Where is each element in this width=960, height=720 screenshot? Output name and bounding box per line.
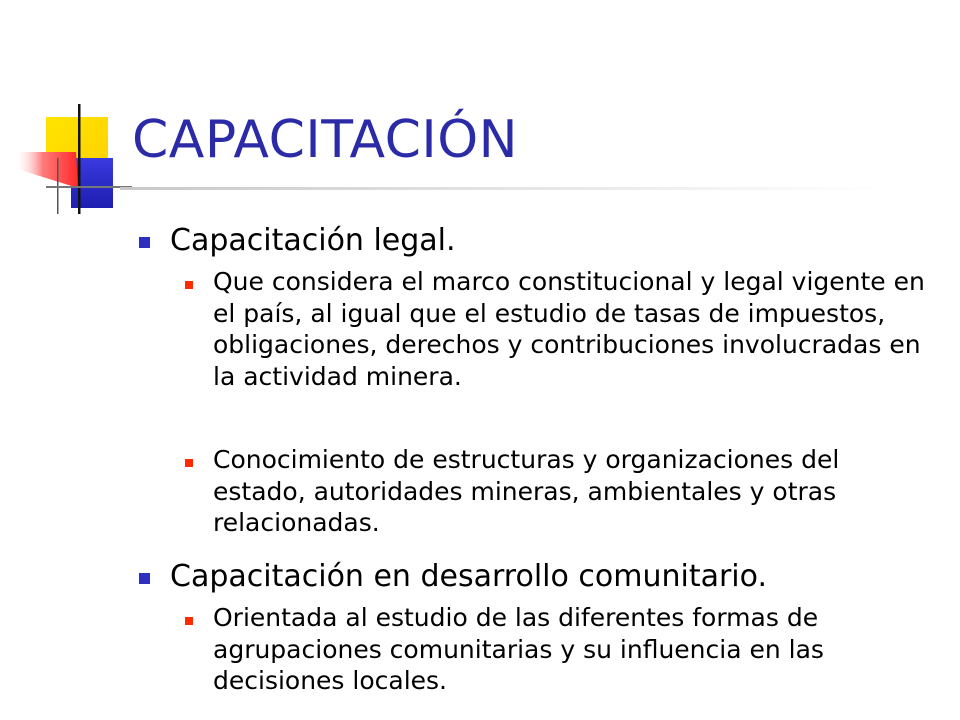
- section-heading: Capacitación en desarrollo comunitario.: [170, 559, 767, 594]
- section-heading: Capacitación legal.: [170, 223, 456, 258]
- slide-title: CAPACITACIÓN: [132, 110, 519, 170]
- bullet-item: Orientada al estudio de las diferentes formas de agrupaciones comunitarias y su influencia en las decisiones locales.: [213, 603, 824, 695]
- level2-bullet-icon: [185, 459, 193, 467]
- level1-bullet-icon: [139, 573, 150, 584]
- bullet-item: Conocimiento de estructuras y organizaciones del estado, autoridades mineras, ambientales y otras relacionadas.: [213, 445, 840, 537]
- level2-bullet-icon: [185, 617, 193, 625]
- level2-bullet-icon: [185, 281, 193, 289]
- bullet-item: Que considera el marco constitucional y legal vigente en el país, al igual que el estudio de tasas de impuestos, obligaciones, derechos y contribuciones involucradas en la actividad minera.: [213, 267, 925, 391]
- level1-bullet-icon: [139, 237, 150, 248]
